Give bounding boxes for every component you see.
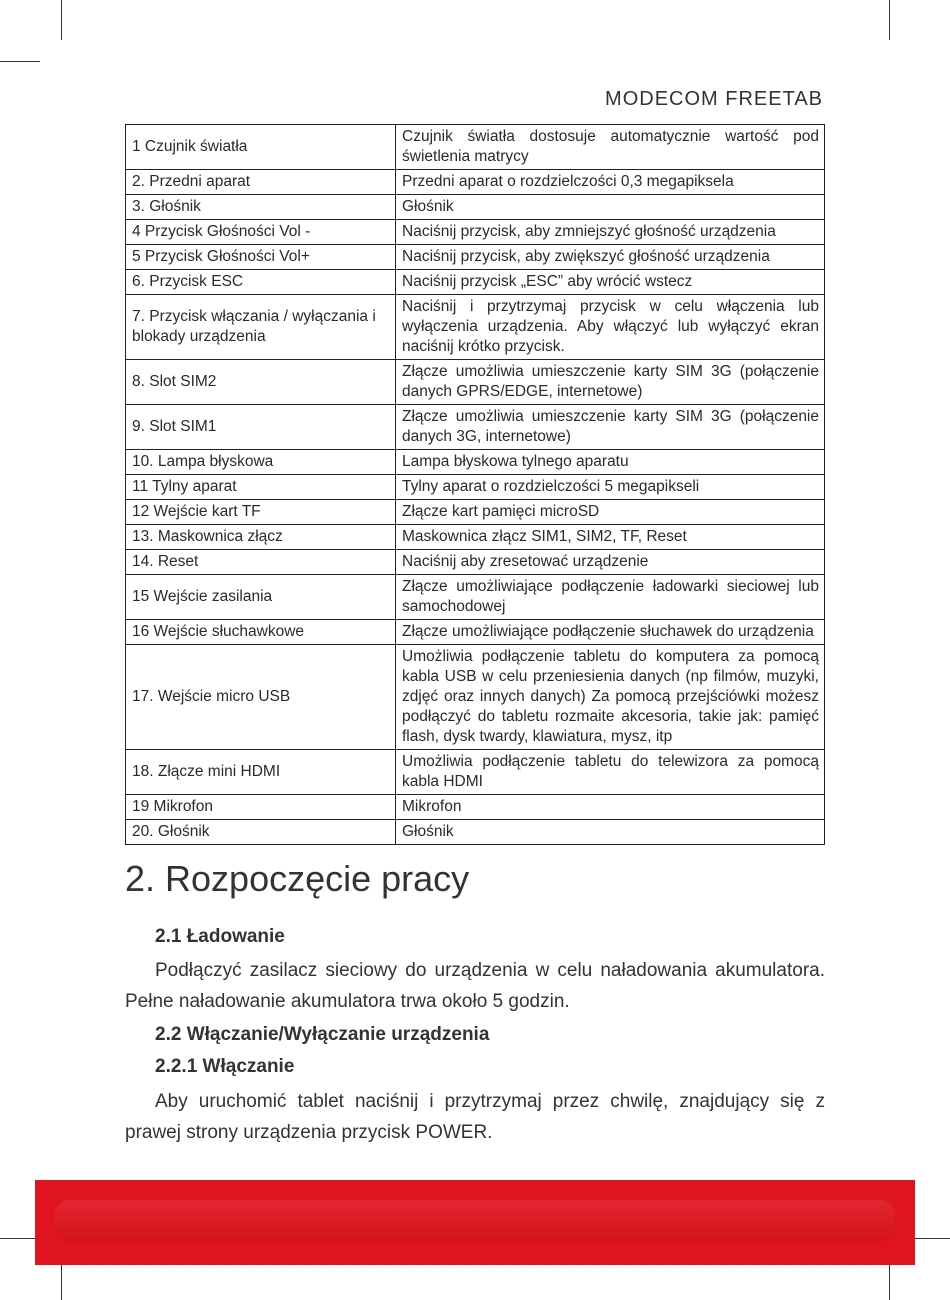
part-description-cell: Tylny aparat o rozdzielczości 5 megapikseli — [396, 475, 825, 500]
part-name-cell: 17. Wejście micro USB — [126, 645, 396, 750]
table-row — [126, 405, 825, 450]
part-name-cell: 12 Wejście kart TF — [126, 500, 396, 525]
table-row — [126, 360, 825, 405]
part-name-cell: 6. Przycisk ESC — [126, 270, 396, 295]
heading-charging: 2.1 Ładowanie — [155, 926, 285, 947]
part-description-cell: Mikrofon — [396, 795, 825, 820]
table-row — [126, 575, 825, 620]
part-description-cell: Umożliwia podłączenie tabletu do komputera za pomocą kabla USB w celu przeniesienia danych (np filmów, muzyki, zdjęć oraz innych danych) Za pomocą przejściówki możesz podłączyć do tabletu rozmaite akcesoria, takie jak: pamięć flash, dysk twardy, klawiatura, mysz, itp — [396, 645, 825, 750]
table-row — [126, 525, 825, 550]
part-name-cell: 11 Tylny aparat — [126, 475, 396, 500]
crop-mark — [912, 1238, 950, 1239]
parts-table — [125, 124, 825, 845]
part-description-cell: Złącze umożliwiające podłączenie słuchawek do urządzenia — [396, 620, 825, 645]
table-row — [126, 245, 825, 270]
part-description-cell: Maskownica złącz SIM1, SIM2, TF, Reset — [396, 525, 825, 550]
table-row — [126, 170, 825, 195]
crop-mark — [61, 0, 62, 40]
table-row — [126, 475, 825, 500]
part-name-cell: 15 Wejście zasilania — [126, 575, 396, 620]
crop-mark — [889, 1262, 890, 1300]
part-description-cell: Złącze kart pamięci microSD — [396, 500, 825, 525]
table-row — [126, 270, 825, 295]
part-name-cell: 18. Złącze mini HDMI — [126, 750, 396, 795]
crop-mark — [0, 61, 40, 62]
part-name-cell: 14. Reset — [126, 550, 396, 575]
part-description-cell: Naciśnij przycisk „ESC” aby wrócić wstecz — [396, 270, 825, 295]
part-description-cell: Przedni aparat o rozdzielczości 0,3 megapiksela — [396, 170, 825, 195]
part-description-cell: Naciśnij przycisk, aby zmniejszyć głośność urządzenia — [396, 220, 825, 245]
paragraph-charging: Podłączyć zasilacz sieciowy do urządzenia w celu naładowania akumulatora. Pełne naładowanie akumulatora trwa około 5 godzin. — [125, 960, 825, 1012]
crop-mark — [889, 0, 890, 40]
part-description-cell: Czujnik światła dostosuje automatycznie wartość pod świetlenia matrycy — [396, 125, 825, 170]
part-description-cell: Umożliwia podłączenie tabletu do telewizora za pomocą kabla HDMI — [396, 750, 825, 795]
table-row — [126, 125, 825, 170]
crop-mark — [61, 1262, 62, 1300]
paragraph-power-on: Aby uruchomić tablet naciśnij i przytrzymaj przez chwilę, znajdujący się z prawej strony urządzenia przycisk POWER. — [125, 1091, 825, 1143]
table-row — [126, 550, 825, 575]
part-name-cell: 5 Przycisk Głośności Vol+ — [126, 245, 396, 270]
part-description-cell: Złącze umożliwia umieszczenie karty SIM 3G (połączenie danych 3G, internetowe) — [396, 405, 825, 450]
crop-mark — [0, 1238, 40, 1239]
part-name-cell: 19 Mikrofon — [126, 795, 396, 820]
part-description-cell: Głośnik — [396, 820, 825, 845]
part-description-cell: Złącze umożliwia umieszczenie karty SIM 3G (połączenie danych GPRS/EDGE, internetowe) — [396, 360, 825, 405]
parts-table-body — [126, 125, 825, 845]
table-row — [126, 820, 825, 845]
part-description-cell: Naciśnij i przytrzymaj przycisk w celu włączenia lub wyłączenia urządzenia. Aby włączyć lub wyłączyć ekran naciśnij krótko przycisk. — [396, 295, 825, 360]
part-name-cell: 1 Czujnik światła — [126, 125, 396, 170]
table-row — [126, 795, 825, 820]
table-row — [126, 195, 825, 220]
table-row — [126, 645, 825, 750]
part-description-cell: Lampa błyskowa tylnego aparatu — [396, 450, 825, 475]
part-name-cell: 13. Maskownica złącz — [126, 525, 396, 550]
table-row — [126, 450, 825, 475]
section-title: 2. Rozpoczęcie pracy — [125, 858, 470, 899]
table-row — [126, 220, 825, 245]
table-row — [126, 295, 825, 360]
table-row — [126, 620, 825, 645]
part-name-cell: 8. Slot SIM2 — [126, 360, 396, 405]
part-name-cell: 2. Przedni aparat — [126, 170, 396, 195]
part-name-cell: 3. Głośnik — [126, 195, 396, 220]
part-name-cell: 20. Głośnik — [126, 820, 396, 845]
heading-power-on-off: 2.2 Włączanie/Wyłączanie urządzenia — [155, 1024, 490, 1045]
part-name-cell: 10. Lampa błyskowa — [126, 450, 396, 475]
heading-power-on: 2.2.1 Włączanie — [155, 1056, 295, 1077]
footer-highlight — [55, 1200, 895, 1242]
part-description-cell: Złącze umożliwiające podłączenie ładowarki sieciowej lub samochodowej — [396, 575, 825, 620]
table-row — [126, 500, 825, 525]
table-row — [126, 750, 825, 795]
part-name-cell: 4 Przycisk Głośności Vol - — [126, 220, 396, 245]
part-name-cell: 9. Slot SIM1 — [126, 405, 396, 450]
page-header-brand: MODECOM FREETAB — [605, 88, 823, 110]
part-name-cell: 16 Wejście słuchawkowe — [126, 620, 396, 645]
part-description-cell: Naciśnij przycisk, aby zwiększyć głośność urządzenia — [396, 245, 825, 270]
part-description-cell: Głośnik — [396, 195, 825, 220]
part-description-cell: Naciśnij aby zresetować urządzenie — [396, 550, 825, 575]
part-name-cell: 7. Przycisk włączania / wyłączania i blokady urządzenia — [126, 295, 396, 360]
